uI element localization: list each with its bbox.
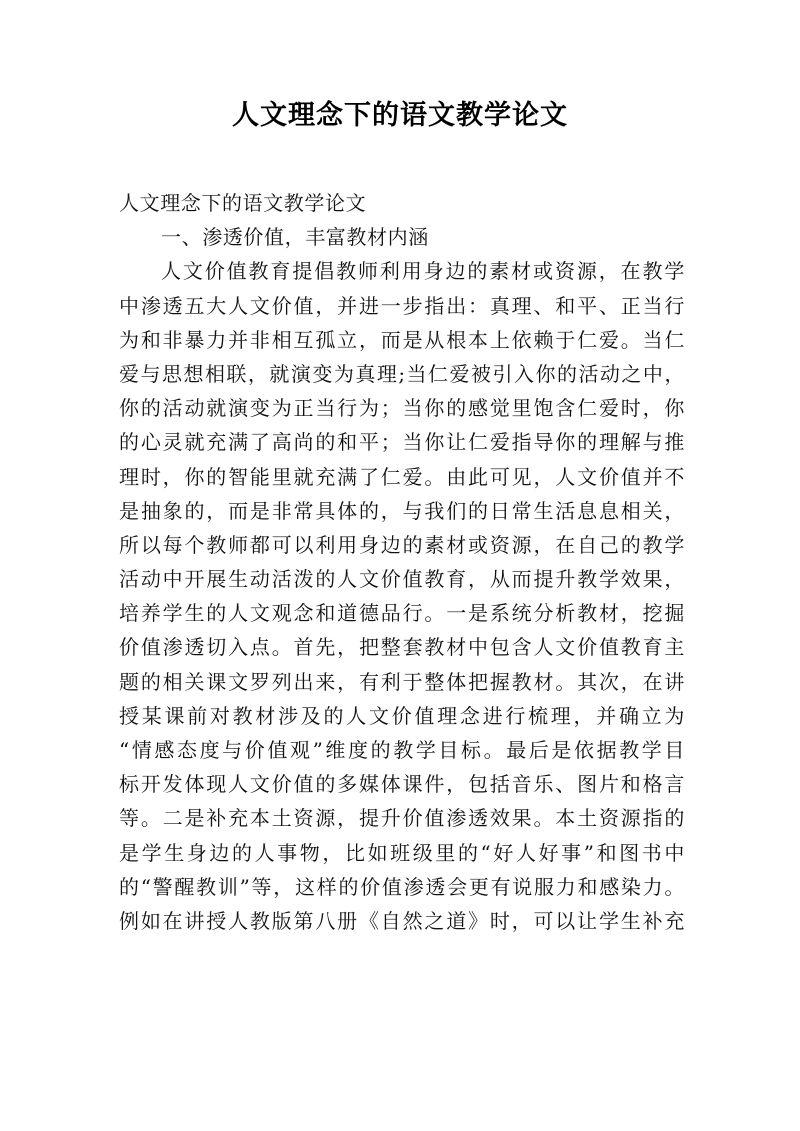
document-subtitle: 人文理念下的语文教学论文 [119,191,367,215]
paragraph-line: 题的相关课文罗列出来，有利于整体把握教材。其次，在讲 [119,669,685,694]
paragraph-line: 你的活动就演变为正当行为；当你的感觉里饱含仁爱时，你 [119,396,685,421]
paragraph-line: 所以每个教师都可以利用身边的素材或资源，在自己的教学 [119,532,685,557]
paragraph-line: 的心灵就充满了高尚的和平；当你让仁爱指导你的理解与推 [119,430,685,455]
paragraph-line: 标开发体现人文价值的多媒体课件，包括音乐、图片和格言 [119,772,685,797]
paragraph-line: 例如在讲授人教版第八册《自然之道》时，可以让学生补充 [119,908,685,933]
paragraph-line: 是抽象的，而是非常具体的，与我们的日常生活息息相关， [119,498,685,523]
paragraph-line: 活动中开展生动活泼的人文价值教育，从而提升教学效果， [119,567,685,592]
paragraph-line: 授某课前对教材涉及的人文价值理念进行梳理，并确立为 [119,703,685,728]
paragraph-line: 等。二是补充本土资源，提升价值渗透效果。本土资源指的 [119,806,685,831]
paragraph-line: 价值渗透切入点。首先，把整套教材中包含人文价值教育主 [119,635,685,660]
paragraph-line: 是学生身边的人事物，比如班级里的“好人好事”和图书中 [119,840,685,865]
paragraph-line: 的“警醒教训”等，这样的价值渗透会更有说服力和感染力。 [119,874,685,899]
paragraph-line: 培养学生的人文观念和道德品行。一是系统分析教材，挖掘 [119,601,685,626]
paragraph-line: 为和非暴力并非相互孤立，而是从根本上依赖于仁爱。当仁 [119,327,685,352]
paragraph-line: 爱与思想相联，就演变为真理;当仁爱被引入你的活动之中， [119,361,685,386]
paragraph-line: “情感态度与价值观”维度的教学目标。最后是依据教学目 [119,738,685,762]
paragraph-line: 中渗透五大人文价值，并进一步指出：真理、和平、正当行 [119,293,685,318]
paragraph-line: 人文价值教育提倡教师利用身边的素材或资源，在教学 [161,259,685,284]
document-title: 人文理念下的语文教学论文 [232,100,568,131]
paragraph-line: 理时，你的智能里就充满了仁爱。由此可见，人文价值并不 [119,464,685,489]
document-body [119,186,685,938]
section-heading: 一、渗透价值，丰富教材内涵 [161,225,429,250]
